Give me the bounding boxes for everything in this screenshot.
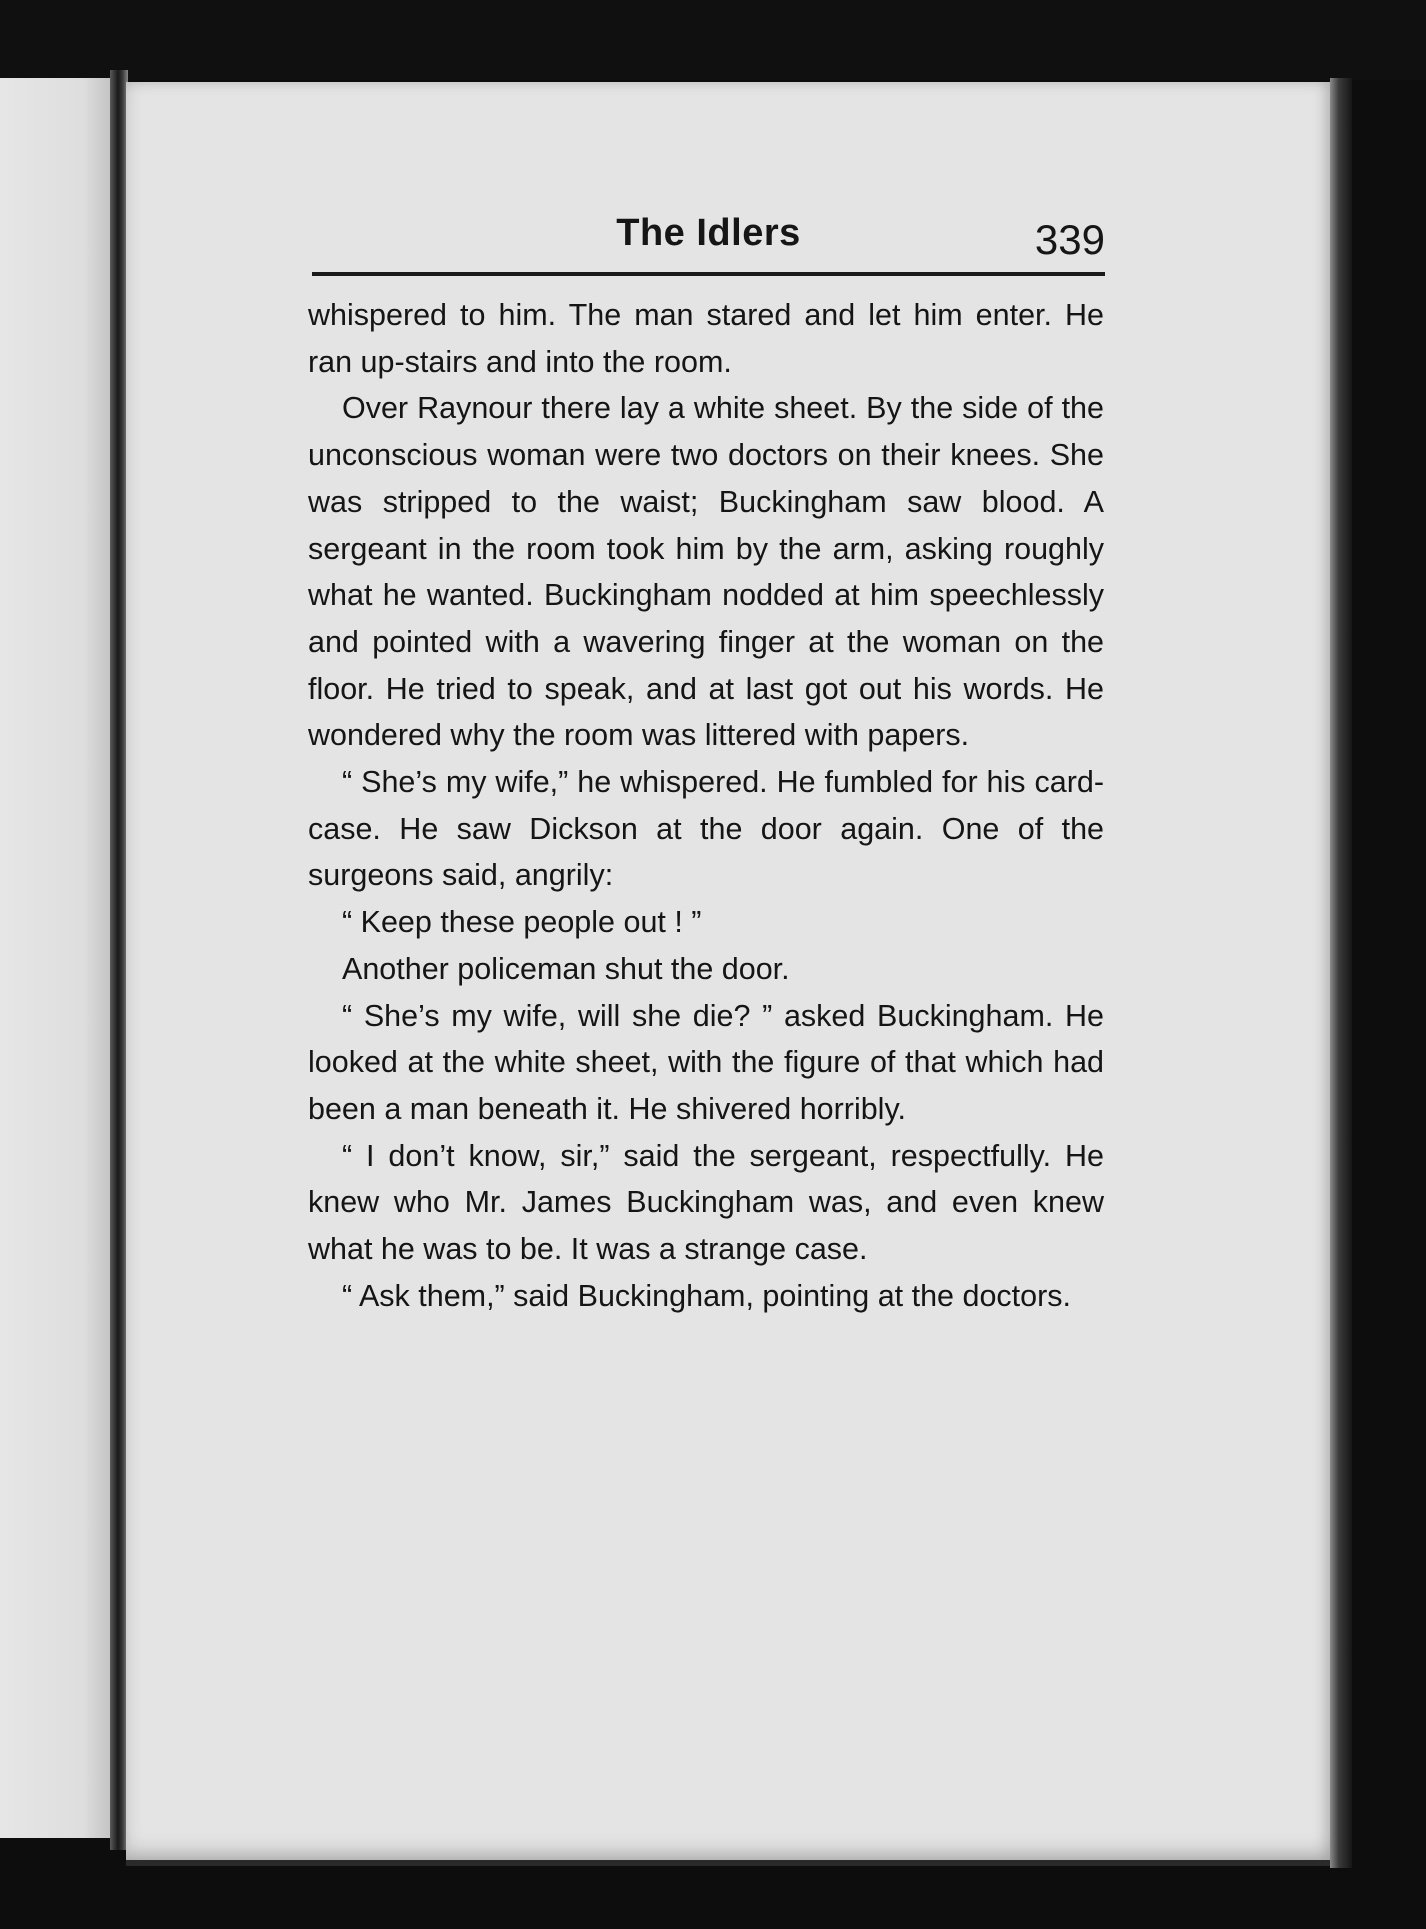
- paragraph: “ She’s my wife, will she die? ” asked Buckingham. He looked at the white sheet, with the figure of that which had been a man beneath it. He shivered horribly.: [308, 998, 1104, 1126]
- running-head: [312, 208, 1105, 268]
- running-head-title: The Idlers: [616, 212, 801, 254]
- paragraph: “ She’s my wife,” he whispered. He fumbled for his card-case. He saw Dickson at the door again. One of the surgeons said, angrily:: [308, 765, 1104, 893]
- paragraph: “ I don’t know, sir,” said the sergeant, respectfully. He knew who Mr. James Buckingham was, and even knew what he was to be. It was a strange case.: [308, 1138, 1104, 1267]
- header-rule: [312, 272, 1105, 276]
- paragraph: whispered to him. The man stared and let him enter. He ran up-stairs and into the room.: [308, 298, 1104, 379]
- body-text: [308, 292, 1104, 1319]
- facing-page: [0, 78, 118, 1838]
- paragraph: Over Raynour there lay a white sheet. By the side of the unconscious woman were two doctors on their knees. She was stripped to the waist; Buckingham saw blood. A sergeant in the room took him by the arm, asking roughly what he wanted. Buckingham nodded at him speechlessly and pointed with a wavering finger at the woman on the floor. He tried to speak, and at last got out his words. He wondered why the room was littered with papers.: [308, 391, 1104, 753]
- paragraph: “ Ask them,” said Buckingham, pointing at the doctors.: [342, 1278, 1071, 1313]
- paragraph: Another policeman shut the door.: [342, 951, 790, 986]
- paragraph: “ Keep these people out ! ”: [342, 905, 702, 940]
- page-edge: [1330, 78, 1352, 1868]
- scan-background-top: [0, 0, 1426, 80]
- page-number: 339: [1034, 216, 1105, 263]
